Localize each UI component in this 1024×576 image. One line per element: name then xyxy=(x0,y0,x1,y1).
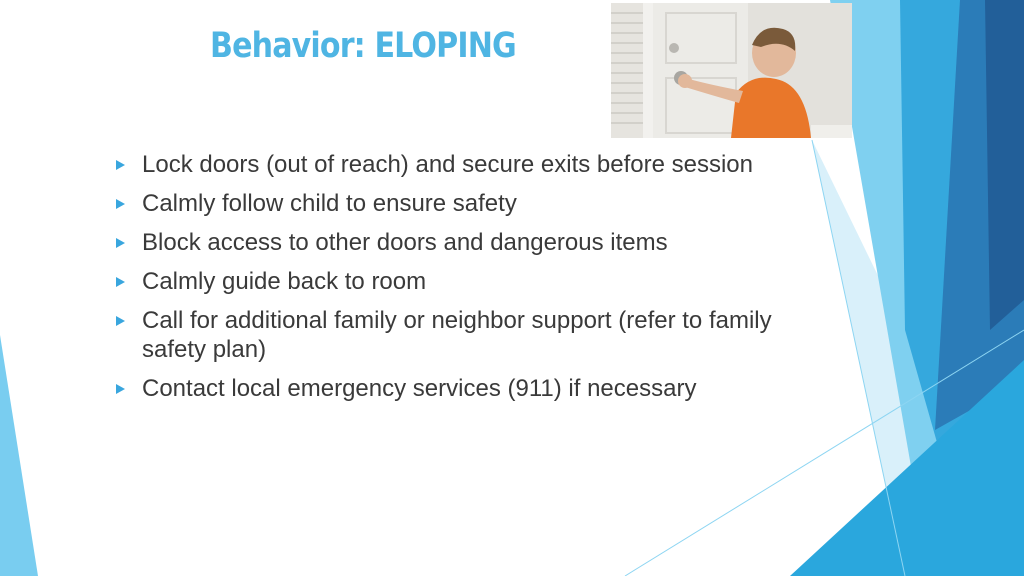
list-item xyxy=(116,306,796,364)
list-item-text: Contact local emergency services (911) if necessary xyxy=(142,375,697,402)
list-item-text: Lock doors (out of reach) and secure exits before session xyxy=(142,151,753,178)
list-item xyxy=(116,189,796,218)
arrow-bullet-icon xyxy=(116,238,125,248)
list-item-text: Call for additional family or neighbor support (refer to family safety plan) xyxy=(142,307,772,363)
list-item xyxy=(116,150,796,179)
left-accent-sliver xyxy=(0,335,38,576)
arrow-bullet-icon xyxy=(116,316,125,326)
list-item xyxy=(116,374,796,403)
list-item-text: Calmly guide back to room xyxy=(142,268,427,295)
photo-illustration xyxy=(611,3,852,138)
arrow-bullet-icon xyxy=(116,277,125,287)
list-item xyxy=(116,228,796,257)
right-deep-shape xyxy=(985,0,1024,330)
arrow-bullet-icon xyxy=(116,160,125,170)
child-at-door-photo xyxy=(611,3,852,138)
arrow-bullet-icon xyxy=(116,199,125,209)
list-item-text: Calmly follow child to ensure safety xyxy=(142,190,517,217)
slide-title: Behavior: ELOPING xyxy=(210,26,516,66)
bullet-list xyxy=(116,150,796,413)
arrow-bullet-icon xyxy=(116,384,125,394)
list-item xyxy=(116,267,796,296)
list-item-text: Block access to other doors and dangerous items xyxy=(142,229,668,256)
